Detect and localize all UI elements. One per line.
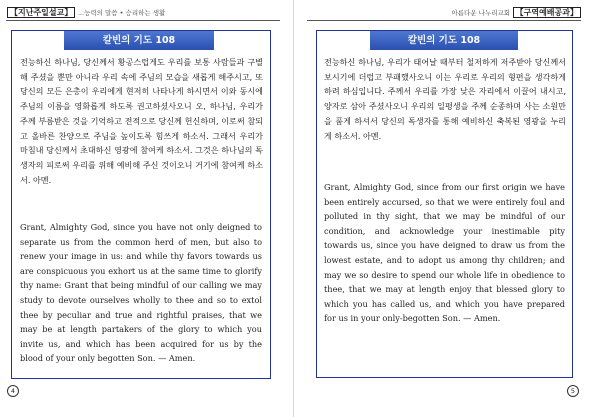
left-header-label: 【지난주일설교】 (7, 7, 75, 18)
left-prayer-title: 칼빈의 기도 108 (64, 31, 214, 50)
right-prayer-title: 칼빈의 기도 108 (370, 31, 518, 50)
left-page-header (7, 7, 165, 18)
right-korean-prayer: 전능하신 하나님, 우리가 태어날 때부터 철저하게 저주받아 당신께서 보시기에 더럽고 부패했사오니 이는 우리로 우리의 형편을 생각하게 하려 하심입니다. 주께서 우리를 가장 낮은 자리에서 이끌어 내시고, 양자로 삼아 주셨사오니 우리의 일평생을 주께 순종하며 사는 소원만을 품게 하셔서 당신의 독생자를 통해 예비하신 축복된 영광을 누리게 하소서. 아멘. (324, 57, 566, 141)
right-page (295, 0, 589, 417)
left-prayer-card (11, 30, 271, 379)
right-prayer-card (316, 30, 573, 378)
left-english-prayer: Grant, Almighty God, since you have not only deigned to separate us from the common herd of men, but also to renew your image in us: and while thy favors towards us are conspicuous you exhort us at the same time to glorify thy name: Grant that being mindful of our calling we may study to devote ourselves wholly to thee and so to extol thee by peculiar and true and rightful praises, that we may be at length partakers of the glory to which you invite us, and which has been acquired for us by the blood of your only begotten Son. — Amen. (20, 222, 262, 364)
left-korean-prayer: 전능하신 하나님, 당신께서 황공스럽게도 우리를 보통 사람들과 구별해 주셨을 뿐만 아니라 우리 속에 주님의 모습을 새롭게 해주시고, 또 당신의 모든 은총이 우리에게 현저히 나타나게 하시면서 이와 동시에 주님의 이름을 영화롭게 하도록 권고하셨사오니 오, 하나님, 우리가 주께 부름받은 것을 기억하고 전적으로 당신께 헌신하며, 이로써 참되고 올바른 찬양으로 주님을 높이도록 힘쓰게 하소서. 그래서 우리가 마침내 당신께서 초대하신 영광에 참여케 하소서. 그것은 하나님의 독생자의 피로써 우리를 위해 예비해 주신 것이오니 거기에 참여케 하소서. 아멘. (20, 57, 263, 185)
right-page-header (452, 7, 582, 18)
right-page-number: 5 (567, 385, 579, 397)
right-header-rule (307, 20, 581, 21)
right-header-label: 【구역예배공과】 (513, 7, 581, 18)
left-header-rule (6, 20, 280, 21)
left-page-number: 4 (7, 385, 19, 397)
right-english-prayer: Grant, Almighty God, since from our first origin we have been entirely accursed, so that we were entirely foul and polluted in thy sight, that we may be mindful of our condition, and acknowledge your inestimable pity towards us, since you have deigned to draw us from the lowest estate, and to adopt us among thy children; and may we so desire to spend our whole life in obedience to thee, that we may at length enjoy that blessed glory to which you has called us, and which you have prepared for us in your only-begotten Son. — Amen. (324, 182, 565, 324)
left-header-subtitle: ...능력의 말씀 • 승리하는 생활 (77, 9, 166, 17)
left-page (0, 0, 294, 417)
right-header-subtitle: 아름다운 나누리교회 (451, 9, 511, 17)
